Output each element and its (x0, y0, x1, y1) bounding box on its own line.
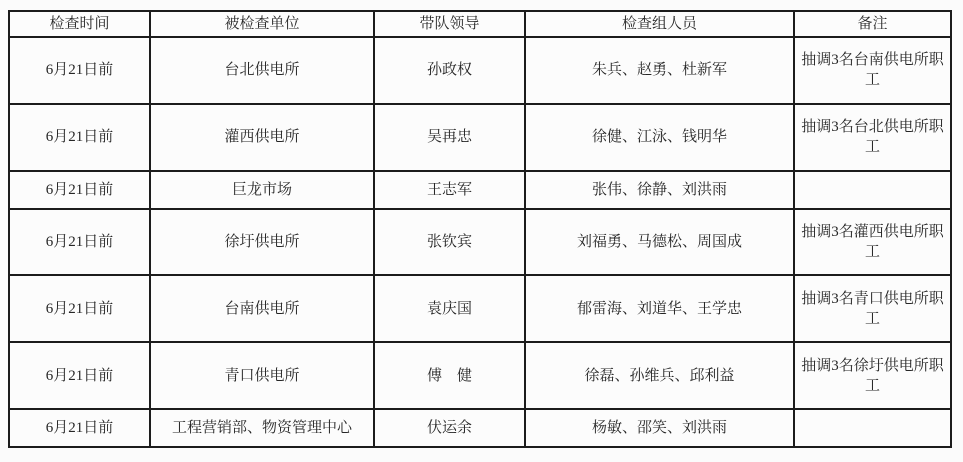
cell-inspection-time: 6月21日前 (9, 275, 150, 342)
cell-team-leader: 吴再忠 (374, 104, 525, 171)
cell-inspection-time: 6月21日前 (9, 342, 150, 409)
cell-inspection-time: 6月21日前 (9, 104, 150, 171)
cell-remarks: 抽调3名台北供电所职工 (794, 104, 951, 171)
cell-remarks: 抽调3名青口供电所职工 (794, 275, 951, 342)
cell-inspection-time: 6月21日前 (9, 209, 150, 276)
header-inspection-time: 检查时间 (9, 11, 150, 37)
cell-team-members: 刘福勇、马德松、周国成 (525, 209, 794, 276)
cell-team-leader: 王志军 (374, 171, 525, 209)
cell-remarks (794, 409, 951, 447)
cell-inspection-time: 6月21日前 (9, 37, 150, 104)
table-row (9, 209, 951, 276)
cell-team-members: 张伟、徐静、刘洪雨 (525, 171, 794, 209)
cell-inspected-unit: 工程营销部、物资管理中心 (150, 409, 374, 447)
cell-inspected-unit: 台南供电所 (150, 275, 374, 342)
header-team-leader: 带队领导 (374, 11, 525, 37)
table-row (9, 275, 951, 342)
cell-team-leader: 孙政权 (374, 37, 525, 104)
cell-team-members: 杨敏、邵笑、刘洪雨 (525, 409, 794, 447)
inspection-schedule-table (8, 10, 952, 448)
cell-remarks (794, 171, 951, 209)
header-remarks: 备注 (794, 11, 951, 37)
cell-remarks: 抽调3名台南供电所职工 (794, 37, 951, 104)
table-header-row (9, 11, 951, 37)
cell-inspection-time: 6月21日前 (9, 409, 150, 447)
cell-team-members: 徐健、江泳、钱明华 (525, 104, 794, 171)
header-team-members: 检查组人员 (525, 11, 794, 37)
table-row (9, 171, 951, 209)
cell-remarks: 抽调3名灌西供电所职工 (794, 209, 951, 276)
cell-team-leader: 伏运余 (374, 409, 525, 447)
cell-inspection-time: 6月21日前 (9, 171, 150, 209)
cell-inspected-unit: 巨龙市场 (150, 171, 374, 209)
cell-team-leader: 张钦宾 (374, 209, 525, 276)
cell-inspected-unit: 灌西供电所 (150, 104, 374, 171)
table-row (9, 409, 951, 447)
header-inspected-unit: 被检查单位 (150, 11, 374, 37)
table-row (9, 104, 951, 171)
cell-inspected-unit: 青口供电所 (150, 342, 374, 409)
cell-team-members: 朱兵、赵勇、杜新军 (525, 37, 794, 104)
cell-team-members: 徐磊、孙维兵、邱利益 (525, 342, 794, 409)
cell-team-leader: 袁庆国 (374, 275, 525, 342)
table-row (9, 37, 951, 104)
table-row (9, 342, 951, 409)
cell-inspected-unit: 徐圩供电所 (150, 209, 374, 276)
cell-inspected-unit: 台北供电所 (150, 37, 374, 104)
cell-remarks: 抽调3名徐圩供电所职工 (794, 342, 951, 409)
cell-team-members: 郁雷海、刘道华、王学忠 (525, 275, 794, 342)
cell-team-leader: 傅 健 (374, 342, 525, 409)
